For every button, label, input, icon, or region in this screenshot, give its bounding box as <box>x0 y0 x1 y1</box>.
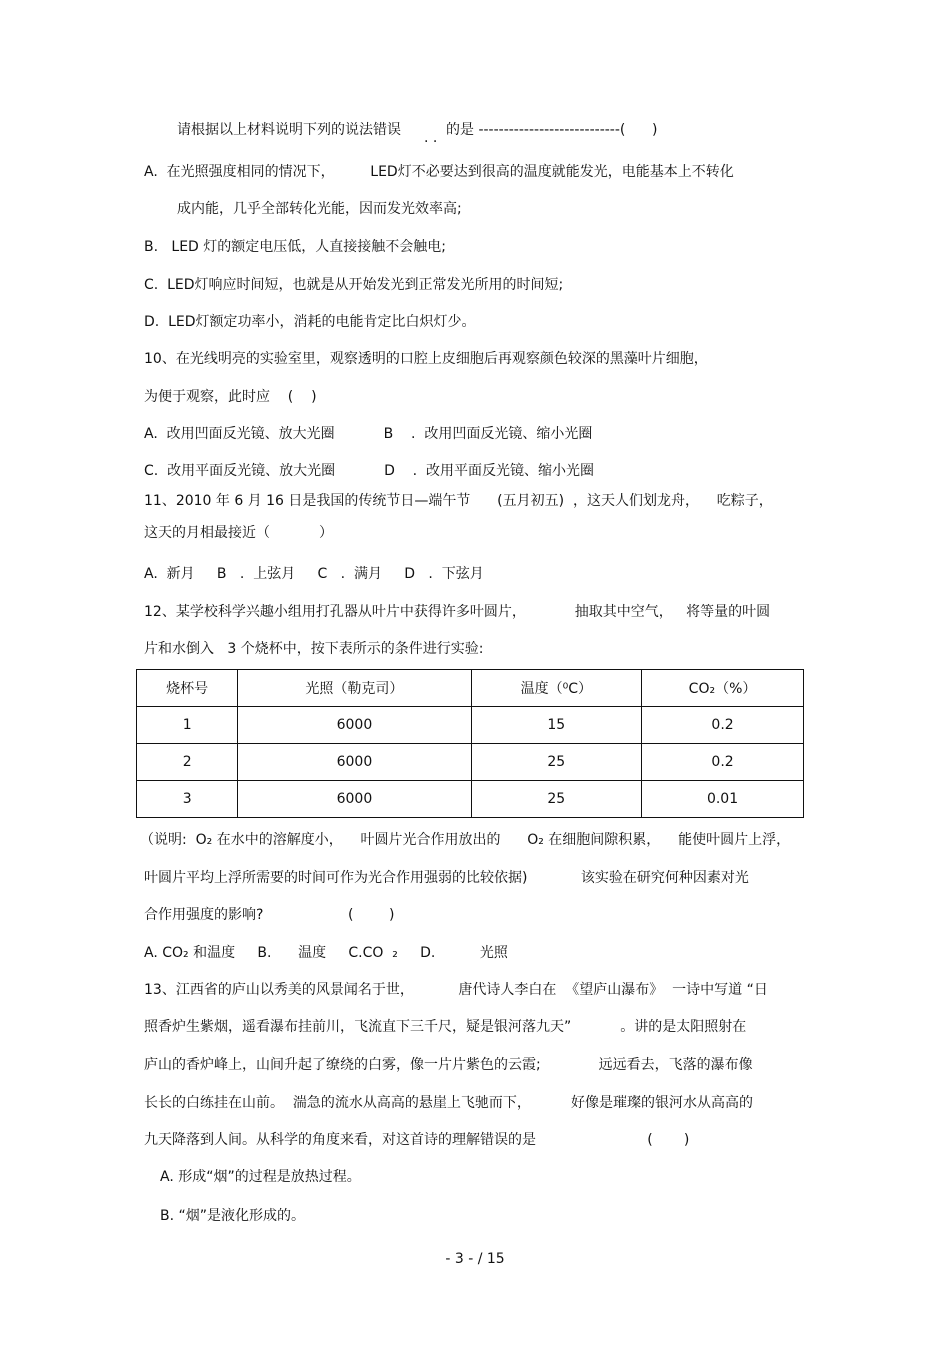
table-header-row <box>137 670 804 707</box>
instruction-line: 请根据以上材料说明下列的说法错误 <box>177 122 401 138</box>
table-row <box>137 744 804 781</box>
q12-options: A. CO₂ 和温度 B. 温度 C.CO ₂ D. 光照 <box>144 945 508 961</box>
q10-options-1: A. 改用凹面反光镜、放大光圈 B . 改用凹面反光镜、缩小光圈 <box>144 426 593 442</box>
header-cell: 烧杯号 <box>137 670 238 707</box>
page-number: - 3 - / 15 <box>445 1251 505 1267</box>
table-cell: 25 <box>471 781 642 818</box>
option-d: D. LED灯额定功率小，消耗的电能肯定比白炽灯少。 <box>144 314 476 330</box>
q11-options: A. 新月 B . 上弦月 C . 满月 D . 下弦月 <box>144 566 484 582</box>
table-cell: 6000 <box>238 744 471 781</box>
table-cell: 0.2 <box>642 707 804 744</box>
instruction-line-end: 的是 ----------------------------( ) <box>446 122 658 138</box>
q12-line2: 片和水倒入 3 个烧杯中，按下表所示的条件进行实验: <box>144 641 484 657</box>
q13-option-b: B. “烟”是液化形成的。 <box>160 1208 306 1224</box>
q13-line5: 九天降落到人间。从科学的角度来看，对这首诗的理解错误的是 ( ) <box>144 1132 690 1148</box>
q11-line2: 这天的月相最接近（ ） <box>144 525 333 541</box>
q12-note-1: （说明: O₂ 在水中的溶解度小， 叶圆片光合作用放出的 O₂ 在细胞间隙积累， 能使叶圆片上浮， <box>140 832 791 848</box>
table-row <box>137 781 804 818</box>
q12-note-3: 合作用强度的影响? ( ) <box>144 907 395 923</box>
option-c: C. LED灯响应时间短，也就是从开始发光到正常发光所用的时间短; <box>144 277 564 293</box>
table-cell: 2 <box>137 744 238 781</box>
q10-line2: 为便于观察，此时应 ( ) <box>144 389 317 405</box>
table-cell: 15 <box>471 707 642 744</box>
header-cell: 光照（勒克司） <box>238 670 471 707</box>
option-a-line1: A. 在光照强度相同的情况下， LED灯不必要达到很高的温度就能发光，电能基本上不转化 <box>144 164 734 180</box>
header-cell: 温度（⁰C） <box>471 670 642 707</box>
header-cell: CO₂（%） <box>642 670 804 707</box>
q11-line1: 11、2010 年 6 月 16 日是我国的传统节日—端午节 (五月初五) ，这天人们划龙舟， 吃粽子， <box>144 493 773 509</box>
option-a-line2: 成内能，几乎全部转化光能，因而发光效率高; <box>177 201 462 217</box>
table-cell: 6000 <box>238 781 471 818</box>
emphasis-dots: . . <box>424 130 438 146</box>
experiment-table <box>136 669 804 818</box>
table-cell: 0.2 <box>642 744 804 781</box>
q10-options-2: C. 改用平面反光镜、放大光圈 D . 改用平面反光镜、缩小光圈 <box>144 463 595 479</box>
q13-line1: 13、江西省的庐山以秀美的风景闻名于世， 唐代诗人李白在 《望庐山瀑布》 一诗中写道 “日 <box>144 982 768 998</box>
table-cell: 0.01 <box>642 781 804 818</box>
table-cell: 1 <box>137 707 238 744</box>
q13-option-a: A. 形成“烟”的过程是放热过程。 <box>160 1169 361 1185</box>
table-cell: 3 <box>137 781 238 818</box>
q13-line4: 长长的白练挂在山前。 湍急的流水从高高的悬崖上飞驰而下， 好像是璀璨的银河水从高高的 <box>144 1095 753 1111</box>
q12-line1: 12、某学校科学兴趣小组用打孔器从叶片中获得许多叶圆片， 抽取其中空气， 将等量的叶圆 <box>144 604 771 620</box>
table-cell: 6000 <box>238 707 471 744</box>
table-cell: 25 <box>471 744 642 781</box>
q10-line1: 10、在光线明亮的实验室里，观察透明的口腔上皮细胞后再观察颜色较深的黑藻叶片细胞， <box>144 351 708 367</box>
q13-line3: 庐山的香炉峰上，山间升起了缭绕的白雾，像一片片紫色的云霞; 远远看去，飞落的瀑布像 <box>144 1057 753 1073</box>
table-row <box>137 707 804 744</box>
q12-note-2: 叶圆片平均上浮所需要的时间可作为光合作用强弱的比较依据) 该实验在研究何种因素对光 <box>144 870 749 886</box>
q13-line2: 照香炉生紫烟，遥看瀑布挂前川，飞流直下三千尺，疑是银河落九天” 。讲的是太阳照射在 <box>144 1019 747 1035</box>
option-b: B. LED 灯的额定电压低，人直接接触不会触电; <box>144 239 446 255</box>
